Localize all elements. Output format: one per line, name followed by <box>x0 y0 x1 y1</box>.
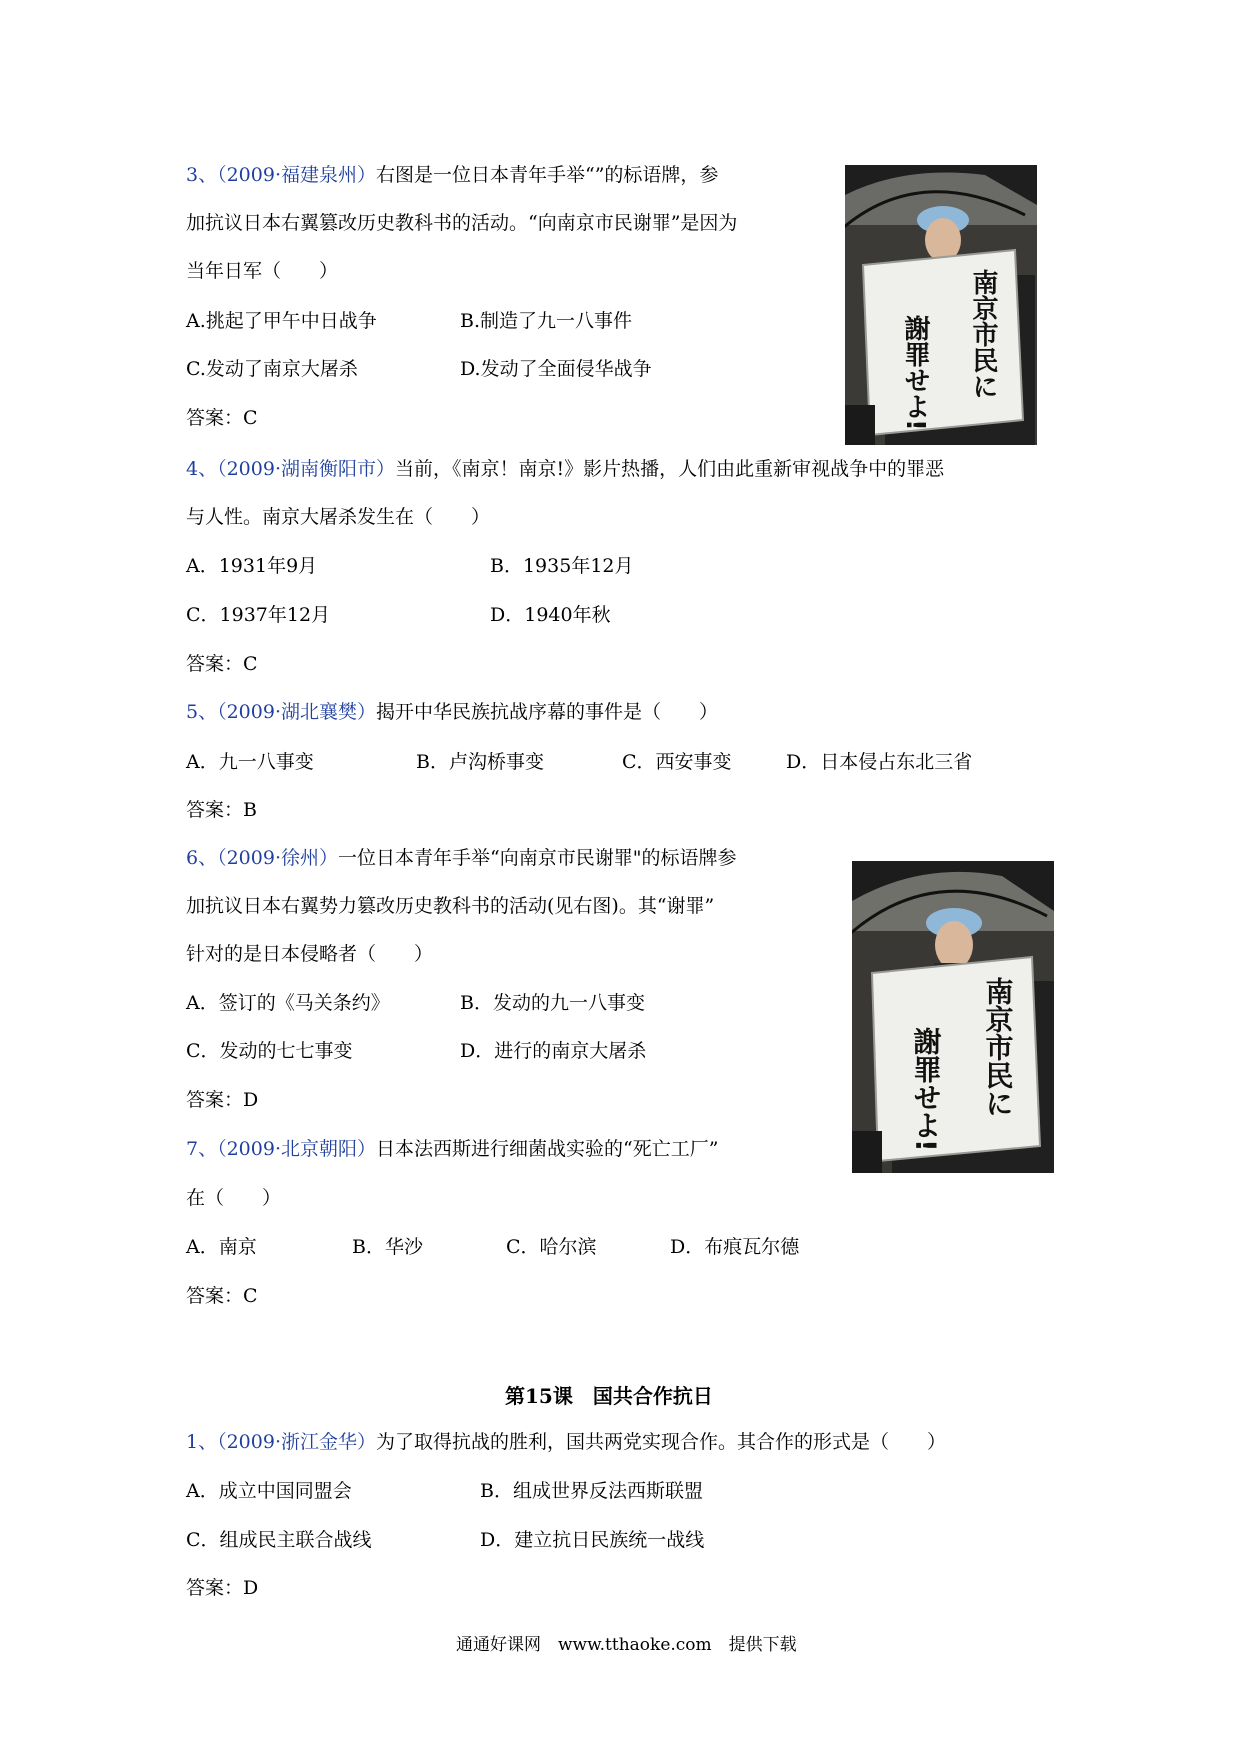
q6-source: （2009·徐州） <box>217 847 338 869</box>
q4-stem-1: 当前，《南京！南京!》影片热播，人们由此重新审视战争中的罪恶 <box>395 458 945 480</box>
q7-stem-1: 日本法西斯进行细菌战实验的“死亡工厂” <box>376 1138 719 1160</box>
q6-answer: 答案：D <box>186 1089 259 1111</box>
sign-text-1: 南京市民に <box>968 269 998 399</box>
q7-line-2: 在（ ） <box>186 1187 282 1209</box>
l15-q1-answer: 答案：D <box>186 1577 259 1599</box>
l15-q1-option-d: D．建立抗日民族统一战线 <box>480 1529 705 1551</box>
q7-option-c: C．哈尔滨 <box>506 1236 597 1258</box>
q5-source: （2009·湖北襄樊） <box>217 701 376 723</box>
sign-text-4: 謝罪せよ! <box>909 1027 943 1152</box>
protest-photo-2 <box>852 861 1054 1173</box>
l15-q1-line-1 <box>186 1430 946 1454</box>
sign-text-2: 謝罪せよ! <box>900 315 930 431</box>
q3-number: 3、 <box>186 164 218 186</box>
q6-option-c: C．发动的七七事变 <box>186 1040 353 1062</box>
q3-option-b: B.制造了九一八事件 <box>460 310 633 332</box>
q6-stem-1: 一位日本青年手举“向南京市民谢罪"的标语牌参 <box>338 847 737 869</box>
q4-source: （2009·湖南衡阳市） <box>217 458 395 480</box>
q7-number: 7、 <box>186 1138 218 1160</box>
l15-q1-option-a: A．成立中国同盟会 <box>186 1480 352 1502</box>
q4-option-b: B．1935年12月 <box>490 555 634 577</box>
q7-answer: 答案：C <box>186 1285 258 1307</box>
protest-photo-1 <box>845 165 1037 445</box>
q3-line-2: 加抗议日本右翼篡改历史教科书的活动。“向南京市民谢罪”是因为 <box>186 212 738 234</box>
q3-line-1 <box>186 163 718 187</box>
q5-option-b: B．卢沟桥事变 <box>416 751 544 773</box>
q5-number: 5、 <box>186 701 218 723</box>
q4-option-a: A．1931年9月 <box>186 555 318 577</box>
q5-option-d: D．日本侵占东北三省 <box>786 751 973 773</box>
q5-option-c: C．西安事变 <box>622 751 732 773</box>
q7-option-a: A．南京 <box>186 1236 257 1258</box>
q3-option-d: D.发动了全面侵华战争 <box>460 358 652 380</box>
lesson-title: 第15课 国共合作抗日 <box>505 1384 713 1408</box>
q6-option-b: B．发动的九一八事变 <box>460 992 645 1014</box>
q6-number: 6、 <box>186 847 218 869</box>
q5-line-1 <box>186 700 718 724</box>
q6-option-a: A．签订的《马关条约》 <box>186 992 390 1014</box>
l15-q1-number: 1、 <box>186 1431 218 1453</box>
page-footer: 通通好课网 www.tthaoke.com 提供下载 <box>456 1635 797 1655</box>
q3-answer: 答案：C <box>186 407 258 429</box>
q7-line-1 <box>186 1137 718 1161</box>
q4-number: 4、 <box>186 458 218 480</box>
l15-q1-option-c: C．组成民主联合战线 <box>186 1529 372 1551</box>
q5-stem-1: 揭开中华民族抗战序幕的事件是（ ） <box>376 701 719 723</box>
q5-option-a: A．九一八事变 <box>186 751 314 773</box>
l15-q1-stem-1: 为了取得抗战的胜利，国共两党实现合作。其合作的形式是（ ） <box>376 1431 947 1453</box>
q3-option-c: C.发动了南京大屠杀 <box>186 358 358 380</box>
q3-option-a: A.挑起了甲午中日战争 <box>186 310 377 332</box>
q7-option-d: D．布痕瓦尔德 <box>670 1236 800 1258</box>
q4-option-c: C．1937年12月 <box>186 604 331 626</box>
q6-option-d: D．进行的南京大屠杀 <box>460 1040 647 1062</box>
q6-line-2: 加抗议日本右翼势力篡改历史教科书的活动(见右图)。其“谢罪” <box>186 895 715 917</box>
q5-answer: 答案：B <box>186 799 257 821</box>
l15-q1-source: （2009·浙江金华） <box>217 1431 376 1453</box>
q7-source: （2009·北京朝阳） <box>217 1138 376 1160</box>
q4-line-1 <box>186 457 944 481</box>
l15-q1-option-b: B．组成世界反法西斯联盟 <box>480 1480 703 1502</box>
q4-option-d: D．1940年秋 <box>490 604 611 626</box>
q6-line-1 <box>186 846 736 870</box>
q3-source: （2009·福建泉州） <box>217 164 376 186</box>
sign-text-3: 南京市民に <box>981 977 1015 1117</box>
q4-answer: 答案：C <box>186 653 258 675</box>
q4-line-2: 与人性。南京大屠杀发生在（ ） <box>186 506 491 528</box>
q3-line-3: 当年日军（ ） <box>186 260 339 282</box>
q3-stem-1: 右图是一位日本青年手举“”的标语牌，参 <box>376 164 719 186</box>
q6-line-3: 针对的是日本侵略者（ ） <box>186 943 434 965</box>
q7-option-b: B．华沙 <box>352 1236 423 1258</box>
